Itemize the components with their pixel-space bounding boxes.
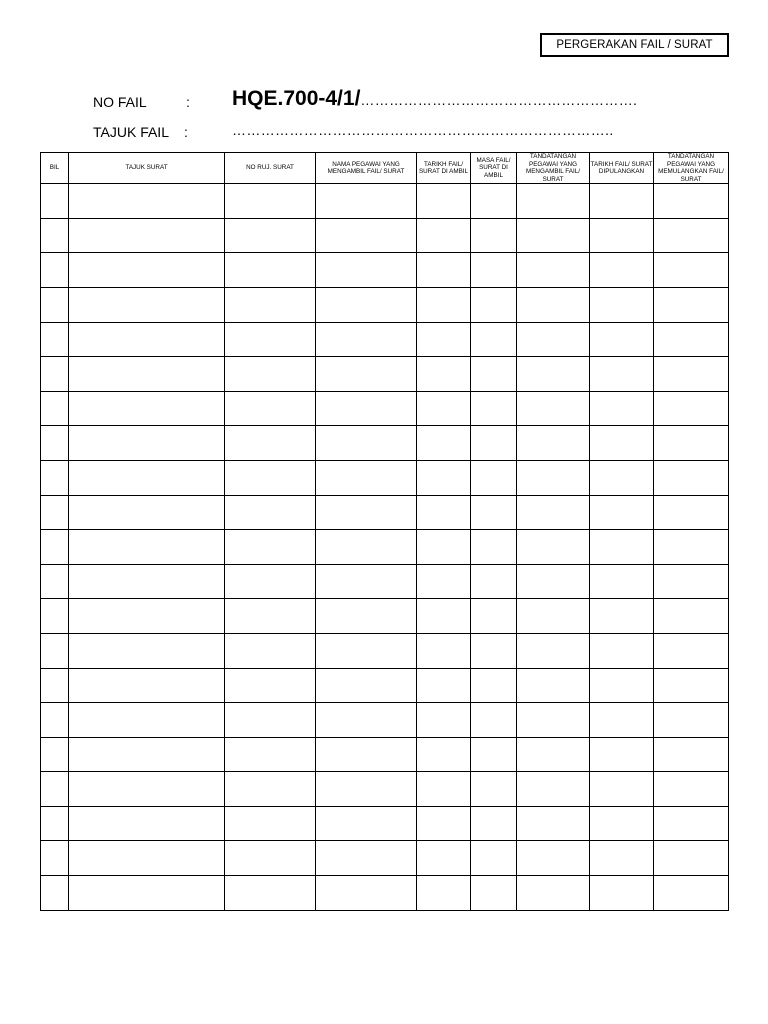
table-cell[interactable] [41,772,69,807]
table-cell[interactable] [654,668,729,703]
table-row [41,876,729,911]
table-cell[interactable] [417,322,471,357]
table-cell[interactable] [41,703,69,738]
table-cell[interactable] [316,253,417,288]
table-cell[interactable] [225,876,316,911]
table-cell[interactable] [69,184,225,219]
table-cell[interactable] [316,633,417,668]
table-cell[interactable] [316,322,417,357]
table-cell[interactable] [654,841,729,876]
table-cell[interactable] [517,806,590,841]
form-title: PERGERAKAN FAIL / SURAT [540,33,729,57]
table-cell[interactable] [69,357,225,392]
table-cell[interactable] [41,737,69,772]
table-header-row [41,153,729,184]
table-cell[interactable] [69,287,225,322]
table-cell[interactable] [225,703,316,738]
table-cell[interactable] [654,599,729,634]
table-cell[interactable] [471,530,517,565]
table-cell[interactable] [654,737,729,772]
table-cell[interactable] [471,426,517,461]
table-cell[interactable] [517,668,590,703]
table-cell[interactable] [654,495,729,530]
table-row [41,737,729,772]
table-cell[interactable] [471,253,517,288]
table-cell[interactable] [590,391,654,426]
table-row [41,668,729,703]
table-cell[interactable] [69,599,225,634]
table-cell[interactable] [41,322,69,357]
table-cell[interactable] [517,599,590,634]
table-cell[interactable] [590,426,654,461]
table-cell[interactable] [654,564,729,599]
table-cell[interactable] [417,287,471,322]
table-cell[interactable] [654,184,729,219]
table-cell[interactable] [654,772,729,807]
table-cell[interactable] [654,530,729,565]
table-cell[interactable] [654,426,729,461]
table-cell[interactable] [517,426,590,461]
table-cell[interactable] [316,218,417,253]
table-cell[interactable] [225,218,316,253]
no-fail-value: HQE.700-4/1/ [232,87,361,110]
column-header-tarikh-dipulangkan: TARIKH FAIL/ SURAT DIPULANGKAN [590,153,654,184]
table-cell[interactable] [41,564,69,599]
table-cell[interactable] [417,184,471,219]
table-body [41,184,729,910]
column-header-tandatangan-mengambil: TANDATANGAN PEGAWAI YANG MENGAMBIL FAIL/ SURAT [517,153,590,184]
table-row [41,391,729,426]
no-fail-dots: …………………………………………………. [360,92,638,108]
table-cell[interactable] [69,841,225,876]
table-cell[interactable] [417,599,471,634]
table-cell[interactable] [41,426,69,461]
table-cell[interactable] [41,460,69,495]
column-header-bil: BIL [41,153,69,184]
table-row [41,426,729,461]
table-cell[interactable] [417,391,471,426]
table-row [41,530,729,565]
table-cell[interactable] [654,703,729,738]
table-cell[interactable] [225,841,316,876]
table-cell[interactable] [41,530,69,565]
table-cell[interactable] [654,253,729,288]
table-cell[interactable] [590,841,654,876]
table-cell[interactable] [417,426,471,461]
table-cell[interactable] [417,253,471,288]
table-cell[interactable] [654,876,729,911]
table-cell[interactable] [41,806,69,841]
table-row [41,460,729,495]
table-cell[interactable] [471,633,517,668]
table-cell[interactable] [590,876,654,911]
table-cell[interactable] [471,564,517,599]
table-cell[interactable] [41,218,69,253]
table-cell[interactable] [471,772,517,807]
table-cell[interactable] [41,668,69,703]
table-cell[interactable] [225,806,316,841]
table-cell[interactable] [69,703,225,738]
table-cell[interactable] [69,633,225,668]
tajuk-fail-dots: …………………………………………………………………….. [232,122,614,138]
table-row [41,495,729,530]
table-cell[interactable] [225,460,316,495]
table-cell[interactable] [69,322,225,357]
table-cell[interactable] [471,806,517,841]
table-cell[interactable] [69,772,225,807]
table-cell[interactable] [417,703,471,738]
table-cell[interactable] [417,495,471,530]
table-cell[interactable] [590,633,654,668]
table-cell[interactable] [517,530,590,565]
table-cell[interactable] [69,426,225,461]
table-cell[interactable] [654,806,729,841]
table-cell[interactable] [654,322,729,357]
table-cell[interactable] [417,530,471,565]
table-row [41,772,729,807]
table-cell[interactable] [316,357,417,392]
table-cell[interactable] [517,495,590,530]
no-fail-colon: : [186,94,190,110]
table-cell[interactable] [316,287,417,322]
table-cell[interactable] [590,772,654,807]
table-cell[interactable] [517,772,590,807]
no-fail-value-line [232,87,637,111]
table-cell[interactable] [590,737,654,772]
table-cell[interactable] [471,841,517,876]
table-row [41,633,729,668]
table-row [41,599,729,634]
table-cell[interactable] [590,184,654,219]
table-cell[interactable] [69,737,225,772]
table-cell[interactable] [654,391,729,426]
table-cell[interactable] [417,460,471,495]
table-cell[interactable] [316,495,417,530]
table-cell[interactable] [471,287,517,322]
table-cell[interactable] [316,391,417,426]
table-cell[interactable] [517,564,590,599]
table-cell[interactable] [69,876,225,911]
table-cell[interactable] [69,391,225,426]
table-cell[interactable] [590,599,654,634]
table-cell[interactable] [471,737,517,772]
table-cell[interactable] [517,460,590,495]
tajuk-fail-colon: : [184,124,188,140]
table-cell[interactable] [225,287,316,322]
table-cell[interactable] [225,772,316,807]
table-cell[interactable] [654,218,729,253]
table-cell[interactable] [316,806,417,841]
table-cell[interactable] [69,530,225,565]
table-cell[interactable] [417,806,471,841]
table-cell[interactable] [517,391,590,426]
table-row [41,253,729,288]
table-cell[interactable] [225,426,316,461]
table-cell[interactable] [517,703,590,738]
table-cell[interactable] [41,357,69,392]
column-header-tarikh-diambil: TARIKH FAIL/ SURAT DI AMBIL [417,153,471,184]
table-row [41,322,729,357]
table-cell[interactable] [225,633,316,668]
table-row [41,287,729,322]
table-cell[interactable] [417,564,471,599]
table-cell[interactable] [41,287,69,322]
table-cell[interactable] [417,633,471,668]
table-cell[interactable] [471,218,517,253]
table-cell[interactable] [590,218,654,253]
table-cell[interactable] [654,287,729,322]
table-cell[interactable] [417,357,471,392]
table-cell[interactable] [471,322,517,357]
table-cell[interactable] [316,530,417,565]
table-cell[interactable] [417,737,471,772]
file-movement-table [40,152,729,911]
column-header-masa-diambil: MASA FAIL/ SURAT DI AMBIL [471,153,517,184]
table-cell[interactable] [590,495,654,530]
table-cell[interactable] [417,876,471,911]
table-cell[interactable] [225,530,316,565]
table-cell[interactable] [517,876,590,911]
table-cell[interactable] [225,668,316,703]
table-cell[interactable] [225,184,316,219]
table-cell[interactable] [654,357,729,392]
table-cell[interactable] [316,876,417,911]
table-cell[interactable] [654,633,729,668]
table-cell[interactable] [471,703,517,738]
table-row [41,564,729,599]
table-cell[interactable] [316,668,417,703]
table-cell[interactable] [417,772,471,807]
table-cell[interactable] [590,253,654,288]
table-cell[interactable] [41,633,69,668]
table-cell[interactable] [590,703,654,738]
table-cell[interactable] [225,495,316,530]
column-header-tajuk-surat: TAJUK SURAT [69,153,225,184]
table-cell[interactable] [590,668,654,703]
table-cell[interactable] [316,426,417,461]
table-row [41,184,729,219]
table-cell[interactable] [517,357,590,392]
table-cell[interactable] [225,737,316,772]
table-row [41,841,729,876]
table-cell[interactable] [471,460,517,495]
table-cell[interactable] [417,218,471,253]
table-cell[interactable] [471,495,517,530]
table-cell[interactable] [316,184,417,219]
table-cell[interactable] [41,391,69,426]
table-cell[interactable] [225,599,316,634]
table-cell[interactable] [471,668,517,703]
table-cell[interactable] [69,564,225,599]
table-cell[interactable] [517,184,590,219]
table-cell[interactable] [654,460,729,495]
table-cell[interactable] [417,668,471,703]
table-cell[interactable] [590,806,654,841]
table-cell[interactable] [69,806,225,841]
table-cell[interactable] [517,253,590,288]
table-cell[interactable] [69,668,225,703]
table-cell[interactable] [590,564,654,599]
table-cell[interactable] [517,737,590,772]
table-cell[interactable] [225,391,316,426]
table-row [41,218,729,253]
table-cell[interactable] [69,460,225,495]
table-cell[interactable] [41,841,69,876]
table-cell[interactable] [316,737,417,772]
table-cell[interactable] [471,357,517,392]
table-cell[interactable] [471,599,517,634]
table-cell[interactable] [316,703,417,738]
table-cell[interactable] [41,495,69,530]
table-cell[interactable] [316,460,417,495]
table-cell[interactable] [69,218,225,253]
table-cell[interactable] [590,530,654,565]
table-cell[interactable] [590,460,654,495]
table-cell[interactable] [316,564,417,599]
no-fail-label: NO FAIL [93,94,147,110]
table-cell[interactable] [41,253,69,288]
table-cell[interactable] [316,599,417,634]
table-cell[interactable] [41,184,69,219]
table-cell[interactable] [316,841,417,876]
table-row [41,703,729,738]
table-cell[interactable] [41,876,69,911]
table-cell[interactable] [517,841,590,876]
tajuk-fail-label: TAJUK FAIL [93,124,169,140]
table-cell[interactable] [417,841,471,876]
table-cell[interactable] [590,322,654,357]
table-cell[interactable] [590,287,654,322]
table-cell[interactable] [471,391,517,426]
table-cell[interactable] [471,184,517,219]
column-header-no-ruj-surat: NO RUJ. SURAT [225,153,316,184]
table-cell[interactable] [69,253,225,288]
table-cell[interactable] [517,633,590,668]
table-cell[interactable] [41,599,69,634]
table-row [41,357,729,392]
table-cell[interactable] [225,564,316,599]
table-cell[interactable] [590,357,654,392]
table-row [41,806,729,841]
table-cell[interactable] [517,322,590,357]
table-cell[interactable] [517,218,590,253]
table-cell[interactable] [225,253,316,288]
table-cell[interactable] [225,322,316,357]
column-header-tandatangan-memulangkan: TANDATANGAN PEGAWAI YANG MEMULANGKAN FAIL/ SURAT [654,153,729,184]
column-header-nama-pegawai: NAMA PEGAWAI YANG MENGAMBIL FAIL/ SURAT [316,153,417,184]
table-cell[interactable] [225,357,316,392]
table-cell[interactable] [517,287,590,322]
table-cell[interactable] [316,772,417,807]
table-cell[interactable] [69,495,225,530]
table-cell[interactable] [471,876,517,911]
